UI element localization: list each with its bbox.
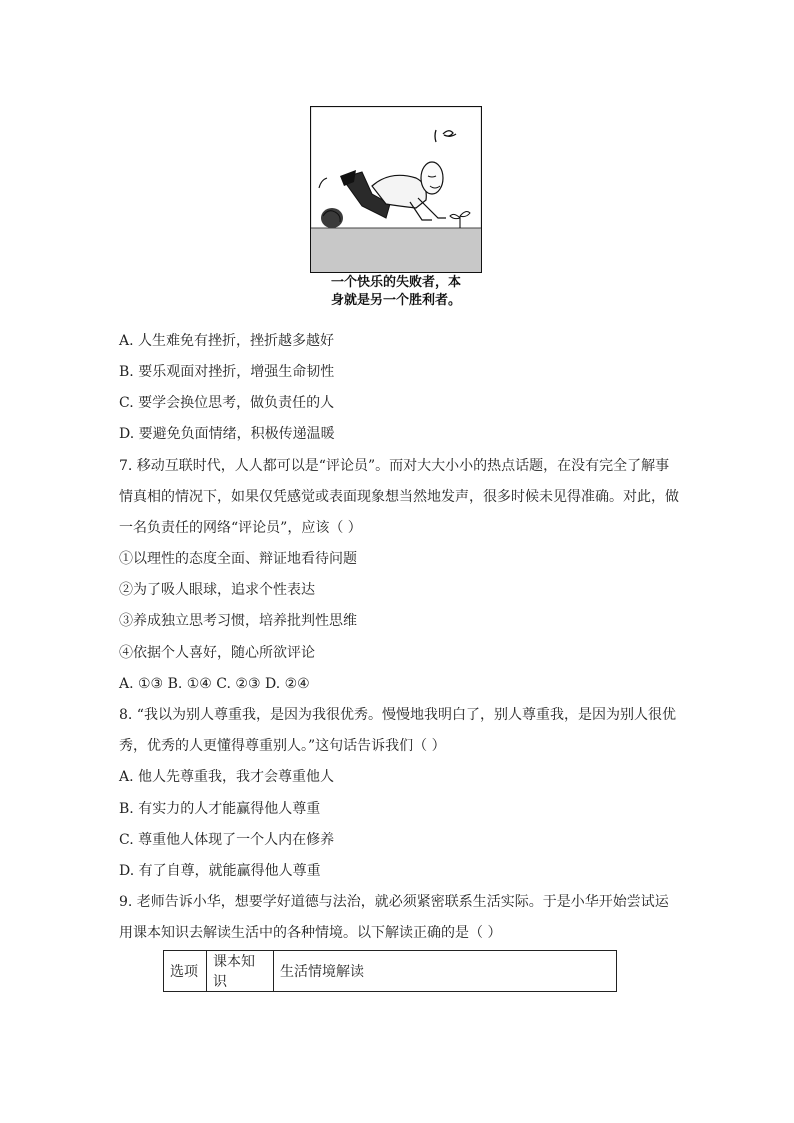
figure-caption: [310, 274, 482, 310]
q7-stem-line-2: 情真相的情况下，如果仅凭感觉或表面现象想当然地发声，很多时候未见得准确。对此，做: [119, 489, 679, 505]
q6-option-a: A. 人生难免有挫折，挫折越多越好: [119, 333, 335, 349]
q9-table-header-option: 选项: [164, 951, 207, 992]
q6-option-d: D. 要避免负面情绪，积极传递温暖: [119, 426, 335, 442]
q6-option-b: B. 要乐观面对挫折，增强生命韧性: [119, 364, 335, 380]
q7-stem-line-1: 7. 移动互联时代，人人都可以是“评论员”。而对大大小小的热点话题，在没有完全了解事: [119, 458, 670, 474]
q8-option-c: C. 尊重他人体现了一个人内在修养: [119, 832, 335, 848]
q7-options: A. ①③ B. ①④ C. ②③ D. ②④: [119, 676, 310, 692]
caption-line-2: 身就是另一个胜利者。: [330, 293, 461, 308]
q8-option-b: B. 有实力的人才能赢得他人尊重: [119, 801, 321, 817]
cartoon-illustration: [310, 106, 482, 273]
q7-statement-4: ④依据个人喜好，随心所欲评论: [119, 645, 315, 661]
q9-table: [163, 950, 617, 992]
q7-statement-3: ③养成独立思考习惯，培养批判性思维: [119, 613, 357, 629]
q8-option-a: A. 他人先尊重我，我才会尊重他人: [119, 769, 335, 785]
q7-stem-line-3: 一名负责任的网络“评论员”，应该（ ）: [119, 520, 362, 536]
q8-option-d: D. 有了自尊，就能赢得他人尊重: [119, 863, 321, 879]
q6-option-c: C. 要学会换位思考，做负责任的人: [119, 395, 335, 411]
q9-table-header-interpretation: 生活情境解读: [274, 951, 617, 992]
q9-stem-line-2: 用课本知识去解读生活中的各种情境。以下解读正确的是（ ）: [119, 925, 502, 941]
caption-line-1: 一个快乐的失败者，本: [330, 275, 461, 290]
q9-table-header-knowledge: 课本知识: [207, 951, 274, 992]
q9-stem-line-1: 9. 老师告诉小华，想要学好道德与法治，就必须紧密联系生活实际。于是小华开始尝试运: [119, 894, 669, 910]
q8-stem-line-2: 秀，优秀的人更懂得尊重别人。”这句话告诉我们（ ）: [119, 738, 446, 754]
q7-statement-1: ①以理性的态度全面、辩证地看待问题: [119, 551, 357, 567]
q7-statement-2: ②为了吸人眼球，追求个性表达: [119, 582, 315, 598]
q9-table-header-row: [164, 951, 617, 992]
q8-stem-line-1: 8. “我以为别人尊重我，是因为我很优秀。慢慢地我明白了，别人尊重我，是因为别人很优: [119, 707, 676, 723]
